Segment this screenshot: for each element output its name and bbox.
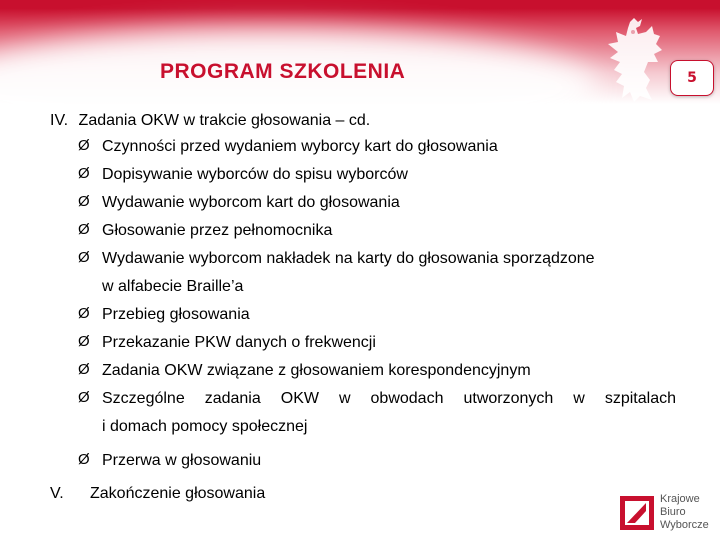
section-heading-text: Zadania OKW w trakcie głosowania – cd. <box>78 112 371 129</box>
bullet-arrow-icon: Ø <box>78 451 90 468</box>
list-item: Dopisywanie wyborców do spisu wyborców <box>102 166 408 183</box>
list-item: Wydawanie wyborcom nakładek na karty do głosowania sporządzone <box>102 250 595 267</box>
bullet-arrow-icon: Ø <box>78 165 90 182</box>
list-item: Przerwa w głosowaniu <box>102 452 262 469</box>
page-number-badge: 5 <box>670 60 714 96</box>
bullet-arrow-icon: Ø <box>78 221 90 238</box>
section-numeral: V. <box>50 485 64 502</box>
section-numeral: IV. <box>50 112 69 129</box>
list-item: Wydawanie wyborcom kart do głosowania <box>102 194 400 211</box>
list-item: Zadania OKW związane z głosowaniem korespondencyjnym <box>102 362 531 379</box>
bullet-arrow-icon: Ø <box>78 305 90 322</box>
list-item-continuation: w alfabecie Braille’a <box>102 278 244 295</box>
list-item-continuation: i domach pomocy społecznej <box>102 418 308 435</box>
logo-line: Krajowe <box>660 493 700 505</box>
kbw-logo <box>620 493 720 540</box>
kbw-logo-icon <box>620 496 654 530</box>
section-heading <box>50 111 370 131</box>
section-heading-text: Zakończenie głosowania <box>90 485 266 502</box>
list-item: Przebieg głosowania <box>102 306 250 323</box>
bullet-arrow-icon: Ø <box>78 333 90 350</box>
list-item: Przekazanie PKW danych o frekwencji <box>102 334 376 351</box>
list-item: Głosowanie przez pełnomocnika <box>102 222 333 239</box>
bullet-arrow-icon: Ø <box>78 361 90 378</box>
list-item: Szczególne zadania OKW w obwodach utworzonych w szpitalach <box>102 390 676 407</box>
bullet-arrow-icon: Ø <box>78 193 90 210</box>
bullet-arrow-icon: Ø <box>78 137 90 154</box>
kbw-logo-text <box>660 493 720 532</box>
page-title: PROGRAM SZKOLENIA <box>160 60 406 83</box>
logo-line: Biuro <box>660 506 686 518</box>
bullet-arrow-icon: Ø <box>78 389 90 406</box>
logo-line: Wyborcze <box>660 519 709 531</box>
bullet-arrow-icon: Ø <box>78 249 90 266</box>
list-item: Czynności przed wydaniem wyborcy kart do głosowania <box>102 138 498 155</box>
